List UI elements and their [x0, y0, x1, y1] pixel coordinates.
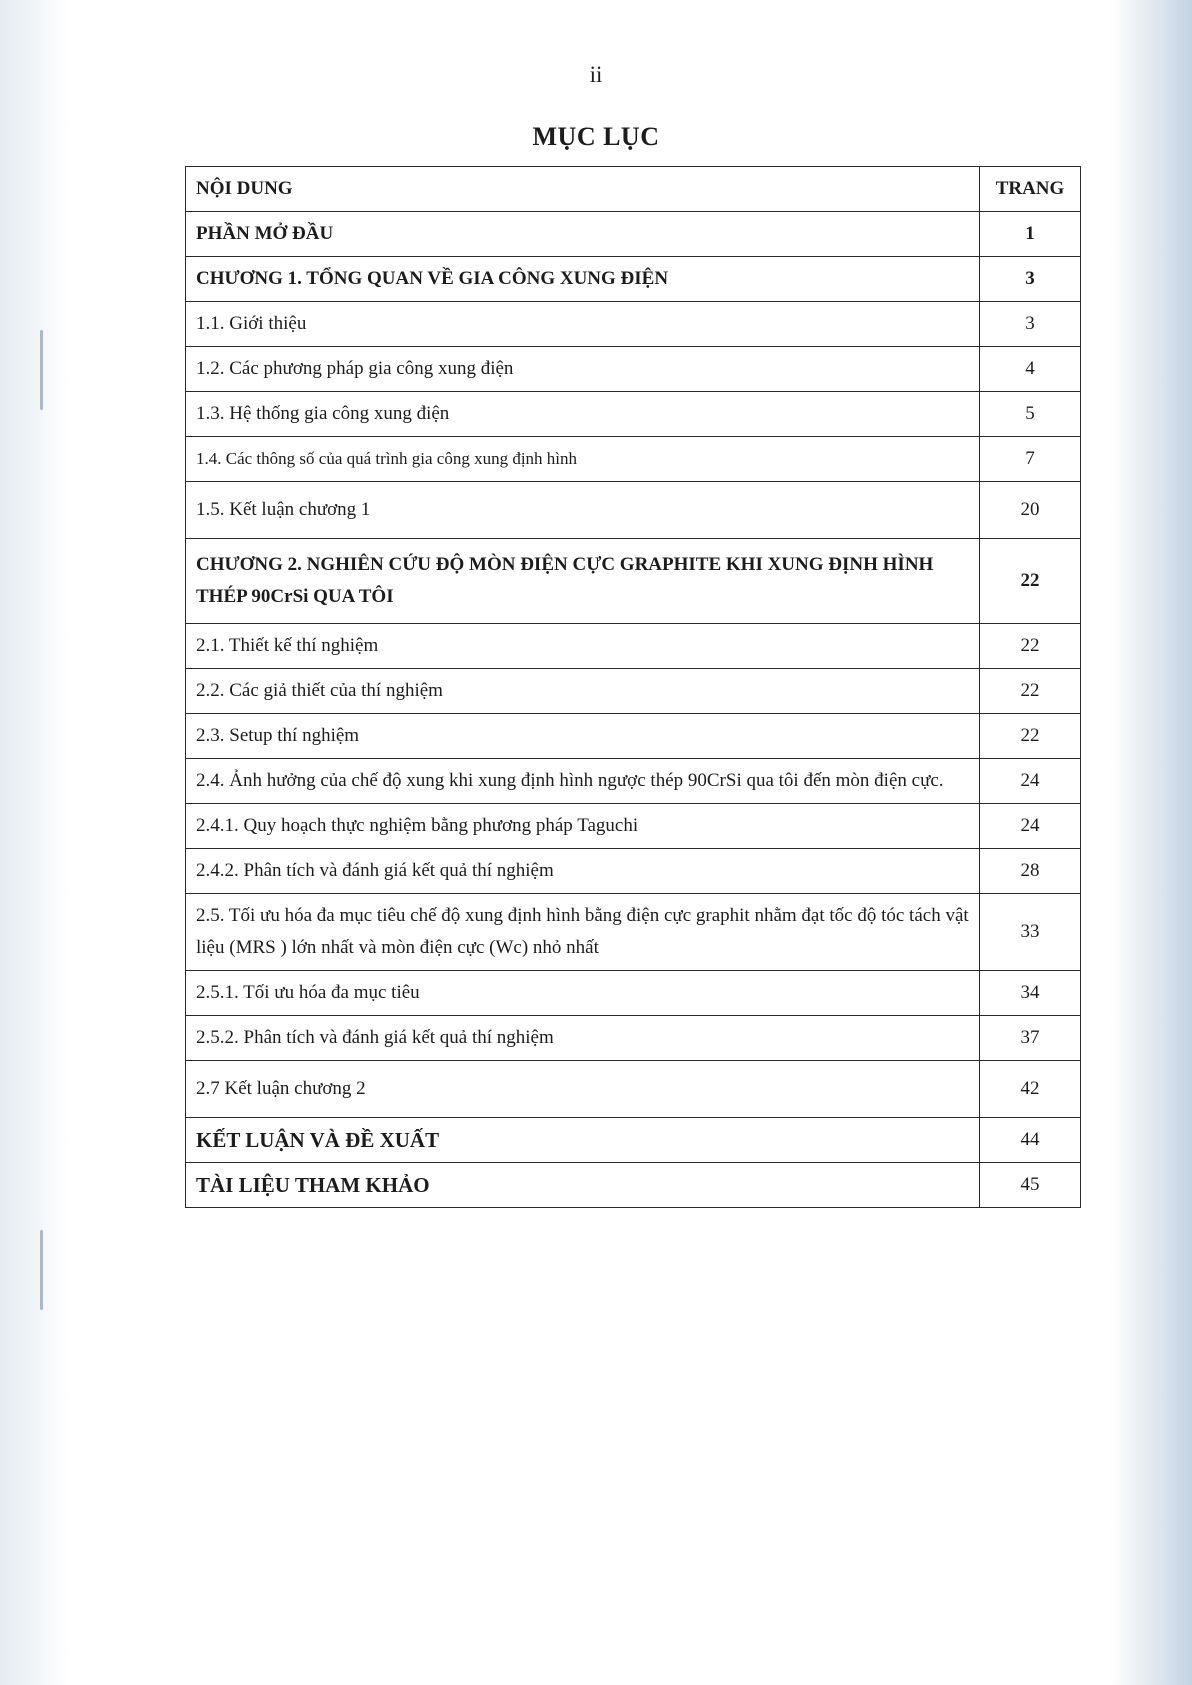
toc-entry-page: 37	[980, 1016, 1081, 1061]
toc-row	[186, 1061, 1081, 1118]
toc-entry-text: KẾT LUẬN VÀ ĐỀ XUẤT	[186, 1118, 980, 1163]
toc-entry-page: 1	[980, 212, 1081, 257]
toc-row	[186, 212, 1081, 257]
toc-entry-text: 2.2. Các giả thiết của thí nghiệm	[186, 669, 980, 714]
toc-entry-page: 24	[980, 759, 1081, 804]
toc-entry-text: 2.4. Ảnh hưởng của chế độ xung khi xung định hình ngược thép 90CrSi qua tôi đến mòn điện cực.	[186, 759, 980, 804]
page-number: ii	[589, 62, 603, 87]
toc-entry-text: PHẦN MỞ ĐẦU	[186, 212, 980, 257]
toc-entry-page: 3	[980, 257, 1081, 302]
header-page: TRANG	[980, 167, 1081, 212]
toc-header-row	[186, 167, 1081, 212]
toc-entry-text: CHƯƠNG 2. NGHIÊN CỨU ĐỘ MÒN ĐIỆN CỰC GRAPHITE KHI XUNG ĐỊNH HÌNH THÉP 90CrSi QUA TÔI	[186, 539, 980, 624]
toc-row	[186, 624, 1081, 669]
toc-entry-page: 22	[980, 714, 1081, 759]
toc-entry-text: 2.5.1. Tối ưu hóa đa mục tiêu	[186, 971, 980, 1016]
toc-entry-page: 5	[980, 392, 1081, 437]
toc-entry-text: 1.2. Các phương pháp gia công xung điện	[186, 347, 980, 392]
toc-entry-text: 2.7 Kết luận chương 2	[186, 1061, 980, 1118]
toc-entry-page: 24	[980, 804, 1081, 849]
toc-row	[186, 257, 1081, 302]
toc-entry-page: 42	[980, 1061, 1081, 1118]
toc-entry-text: 1.1. Giới thiệu	[186, 302, 980, 347]
toc-row	[186, 759, 1081, 804]
toc-entry-text: TÀI LIỆU THAM KHẢO	[186, 1163, 980, 1208]
toc-entry-text: 2.1. Thiết kế thí nghiệm	[186, 624, 980, 669]
toc-entry-text: 1.4. Các thông số của quá trình gia công xung định hình	[186, 437, 980, 482]
toc-entry-page: 44	[980, 1118, 1081, 1163]
toc-row	[186, 437, 1081, 482]
binder-mark	[40, 1230, 43, 1310]
toc-row	[186, 539, 1081, 624]
toc-entry-text: 2.4.1. Quy hoạch thực nghiệm bằng phương pháp Taguchi	[186, 804, 980, 849]
toc-entry-page: 45	[980, 1163, 1081, 1208]
toc-row	[186, 1163, 1081, 1208]
toc-row	[186, 804, 1081, 849]
toc-entry-text: 1.3. Hệ thống gia công xung điện	[186, 392, 980, 437]
toc-title: MỤC LỤC	[532, 122, 660, 151]
toc-entry-text: CHƯƠNG 1. TỔNG QUAN VỀ GIA CÔNG XUNG ĐIỆN	[186, 257, 980, 302]
toc-row	[186, 849, 1081, 894]
toc-row	[186, 347, 1081, 392]
toc-table	[185, 166, 1081, 1208]
toc-entry-text: 1.5. Kết luận chương 1	[186, 482, 980, 539]
toc-entry-page: 4	[980, 347, 1081, 392]
toc-entry-text: 2.3. Setup thí nghiệm	[186, 714, 980, 759]
toc-entry-page: 7	[980, 437, 1081, 482]
toc-entry-page: 20	[980, 482, 1081, 539]
toc-entry-text: 2.5. Tối ưu hóa đa mục tiêu chế độ xung định hình bằng điện cực graphit nhằm đạt tốc độ tóc tách vật liệu (MRS ) lớn nhất và mòn điện cực (Wc) nhỏ nhất	[186, 894, 980, 971]
toc-row	[186, 392, 1081, 437]
toc-row	[186, 1016, 1081, 1061]
toc-entry-page: 34	[980, 971, 1081, 1016]
toc-entry-text: 2.5.2. Phân tích và đánh giá kết quả thí nghiệm	[186, 1016, 980, 1061]
binder-mark	[40, 330, 43, 410]
toc-entry-page: 28	[980, 849, 1081, 894]
toc-row	[186, 482, 1081, 539]
header-content: NỘI DUNG	[186, 167, 980, 212]
toc-entry-page: 33	[980, 894, 1081, 971]
toc-entry-page: 3	[980, 302, 1081, 347]
toc-row	[186, 669, 1081, 714]
toc-entry-page: 22	[980, 624, 1081, 669]
toc-entry-page: 22	[980, 669, 1081, 714]
toc-row	[186, 714, 1081, 759]
toc-entry-page: 22	[980, 539, 1081, 624]
toc-entry-text: 2.4.2. Phân tích và đánh giá kết quả thí nghiệm	[186, 849, 980, 894]
toc-row	[186, 971, 1081, 1016]
toc-row	[186, 302, 1081, 347]
toc-row	[186, 894, 1081, 971]
toc-row	[186, 1118, 1081, 1163]
